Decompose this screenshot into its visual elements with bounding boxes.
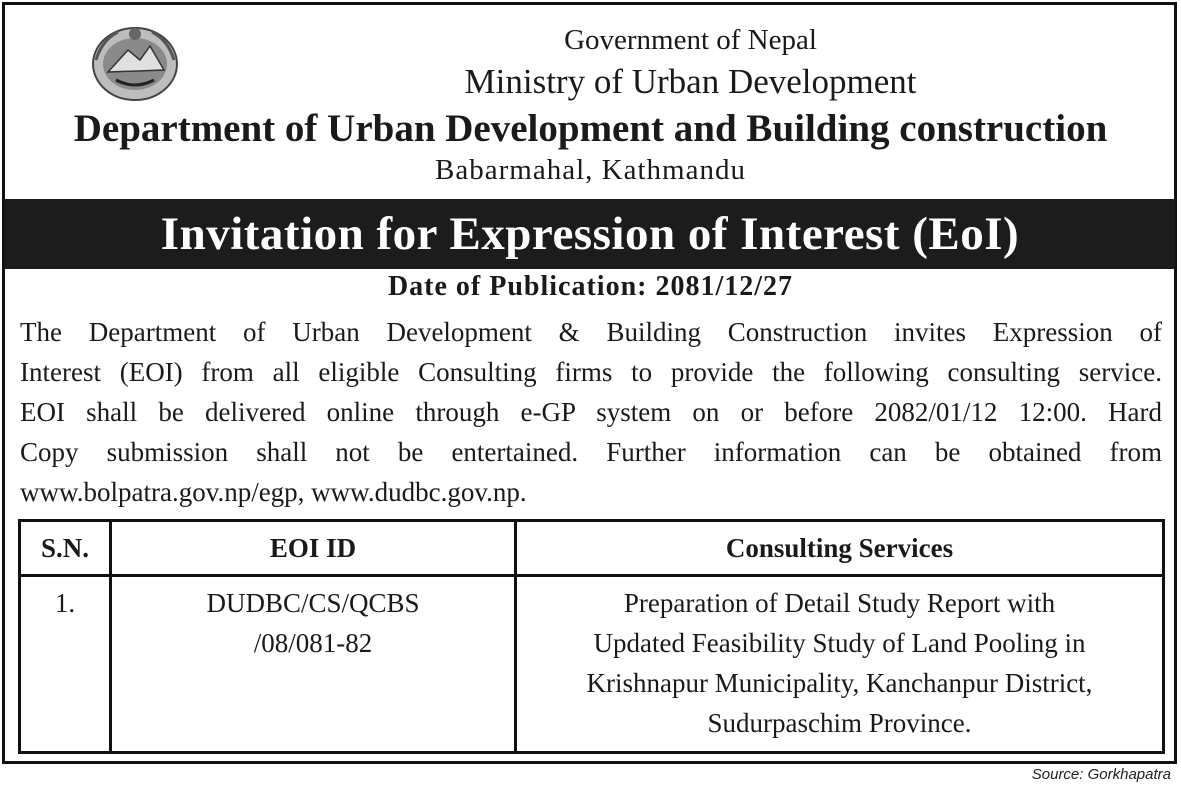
cell-eoi-id bbox=[111, 576, 516, 753]
department-address: Babarmahal, Kathmandu bbox=[435, 154, 746, 186]
eoi-table bbox=[18, 519, 1165, 754]
body-line: EOI shall be delivered online through e-GP system on or before 2082/01/12 12:00. Hard bbox=[20, 397, 1162, 427]
body-line: Copy submission shall not be entertained. Further information can be obtained from bbox=[20, 437, 1162, 467]
eoi-id-line: DUDBC/CS/QCBS bbox=[206, 588, 420, 618]
cell-sn: 1. bbox=[20, 576, 111, 753]
cell-consulting-service bbox=[516, 576, 1164, 753]
header-eoi-id: EOI ID bbox=[111, 521, 516, 576]
government-name: Government of Nepal bbox=[564, 24, 817, 56]
header-sn: S.N. bbox=[20, 521, 111, 576]
header-consulting-services: Consulting Services bbox=[516, 521, 1164, 576]
body-line-links: www.bolpatra.gov.np/egp, www.dudbc.gov.np. bbox=[20, 477, 527, 507]
service-line: Krishnapur Municipality, Kanchanpur District, bbox=[586, 668, 1093, 698]
ministry-name: Ministry of Urban Development bbox=[464, 62, 917, 101]
source-credit: Source: Gorkhapatra bbox=[1031, 766, 1171, 783]
service-line: Preparation of Detail Study Report with bbox=[623, 588, 1056, 618]
table-header-row bbox=[20, 521, 1164, 576]
department-name: Department of Urban Development and Building construction bbox=[73, 107, 1108, 150]
notice-body bbox=[20, 312, 1162, 512]
body-line: The Department of Urban Development & Building Construction invites Expression of bbox=[20, 317, 1162, 347]
notice-title-banner: Invitation for Expression of Interest (EoI) bbox=[5, 199, 1175, 269]
publication-date: Date of Publication: 2081/12/27 bbox=[387, 271, 794, 302]
table-row bbox=[20, 576, 1164, 753]
body-line: Interest (EOI) from all eligible Consulting firms to provide the following consulting service. bbox=[20, 357, 1162, 387]
eoi-id-line: /08/081-82 bbox=[253, 628, 373, 658]
service-line: Sudurpaschim Province. bbox=[707, 708, 972, 738]
service-line: Updated Feasibility Study of Land Pooling in bbox=[593, 628, 1086, 658]
